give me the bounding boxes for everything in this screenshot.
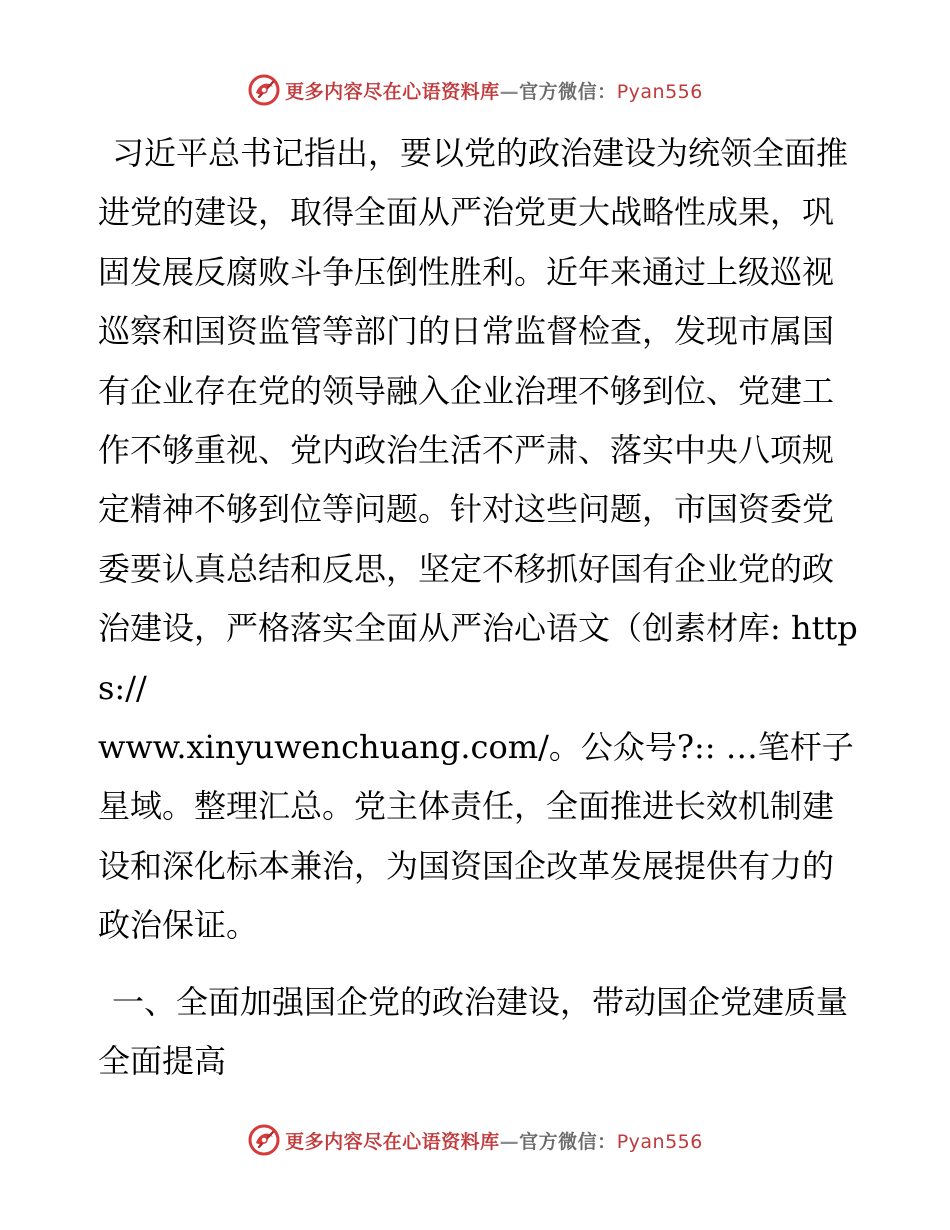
footer-text-main: 更多内容尽在心语资料库 [285,1130,500,1153]
paragraph-1: 习近平总书记指出，要以党的政治建设为统领全面推进党的建设，取得全面从严治党更大战略性成果，巩固发展反腐败斗争压倒性胜利。近年来通过上级巡视巡察和国资监管等部门的日常监督检查，发现市属国有企业存在党的领导融入企业治理不够到位、党建工作不够重视、党内政治生活不严肃、落实中央八项规定精神不够到位等问题。针对这些问题，市国资委党委要认真总结和反思，坚定不移抓好国有企业党的政治建设，严格落实全面从严治心语文（创素材库: https:// [98,134,858,707]
header-banner [0,70,950,110]
red-swirl-logo-icon [247,1123,281,1157]
banner-text-dash: — [499,80,520,103]
footer-text-wechat-id: Pyan556 [616,1130,703,1153]
footer-text-wechat-label: 官方微信： [519,1130,617,1153]
footer-text-dash: — [499,1130,520,1153]
footer-banner [0,1120,950,1160]
banner-text [285,77,703,104]
banner-text-wechat-label: 官方微信： [519,80,617,103]
footer-banner-text [285,1127,703,1154]
paragraph-2: www.xinyuwenchuang.com/。公众号?:: …笔杆子星域。整理汇总。党主体责任，全面推进长效机制建设和深化标本兼治，为国资国企改革发展提供有力的政治保证。 [98,728,854,945]
banner-text-main: 更多内容尽在心语资料库 [285,80,500,103]
banner-text-wechat-id: Pyan556 [616,80,703,103]
document-body [98,124,858,1092]
red-swirl-logo-icon [247,73,281,107]
section-heading: 一、全面加强国企党的政治建设，带动国企党建质量全面提高 [98,982,849,1081]
